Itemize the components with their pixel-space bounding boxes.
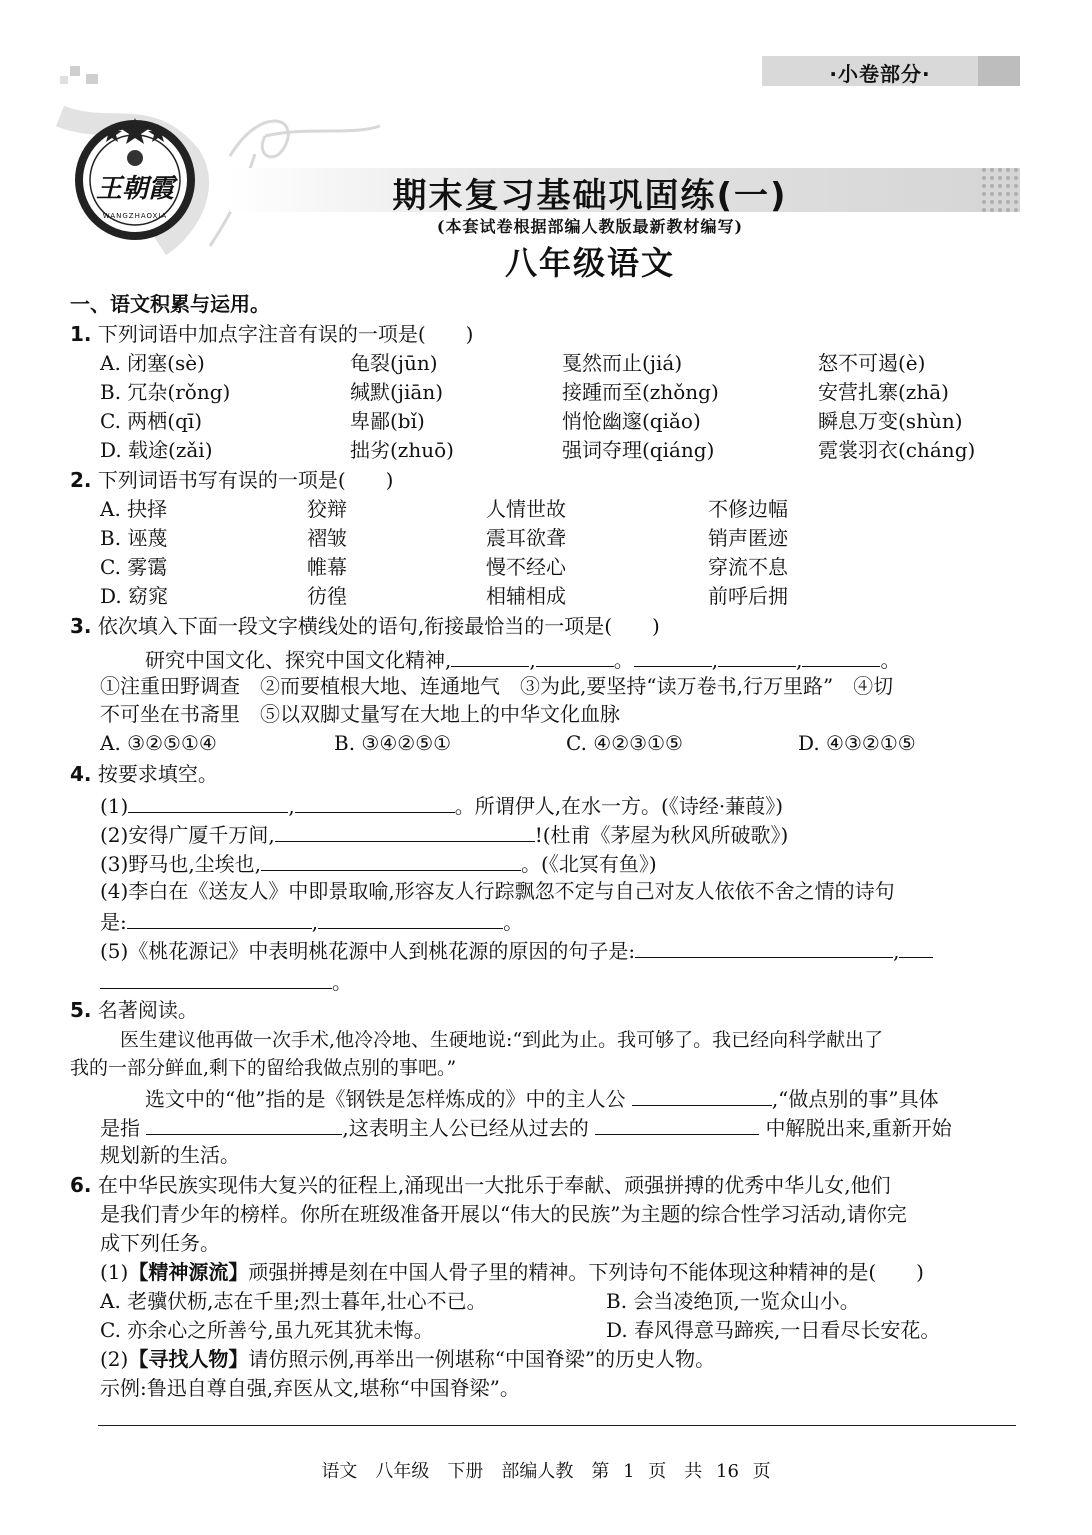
q2-option-0-2: 人情世故 [486, 497, 566, 521]
q2-option-2-3: 穿流不息 [708, 555, 788, 579]
question-5-quote-line2: 我的一部分鲜血,剩下的留给我做点别的事吧。” [70, 1057, 457, 1079]
q2-option-1-1: 褶皱 [307, 526, 347, 550]
q2-option-0-0: A. 抉择 [100, 497, 168, 521]
q2-option-3-0: D. 窈窕 [100, 584, 169, 608]
footer-rule [98, 1425, 1016, 1426]
question-4-line-2: (2)安得广厦千万间, !(杜甫《茅屋为秋风所破歌》) [100, 819, 788, 850]
question-6-option-b: B. 会当凌绝顶,一览众山小。 [606, 1289, 860, 1313]
q2-option-3-3: 前呼后拥 [708, 584, 788, 608]
question-6-sub-2: (2)【寻找人物】请仿照示例,再举出一例堪称“中国脊梁”的历史人物。 [100, 1347, 716, 1371]
question-4-line-4b: 是: , 。 [100, 906, 523, 937]
q1-option-0-3: 怒不可遏(è) [818, 351, 926, 375]
question-5-quote-line1: 医生建议他再做一次手术,他冷冷地、生硬地说:“到此为止。我可够了。我已经向科学献出了 [120, 1029, 884, 1051]
decor-square [70, 66, 80, 76]
q1-option-2-1: 卑鄙(bǐ) [350, 409, 425, 433]
page-footer: 语文 八年级 下册 部编人教 第 1 页 共 16 页 [321, 1461, 771, 1482]
q3-option-2: C. ④②③①⑤ [566, 731, 683, 755]
q1-option-1-2: 接踵而至(zhǒng) [562, 380, 719, 404]
q2-option-1-0: B. 诬蔑 [100, 526, 168, 550]
q2-option-0-1: 狡辩 [307, 497, 347, 521]
grade-subject: 八年级语文 [504, 244, 675, 282]
q1-option-2-2: 悄怆幽邃(qiǎo) [562, 409, 701, 433]
question-6-stem-line3: 成下列任务。 [100, 1231, 220, 1255]
q2-option-1-2: 震耳欲聋 [486, 526, 566, 550]
q1-option-3-2: 强词夺理(qiáng) [562, 438, 715, 462]
q1-option-1-0: B. 冗杂(rǒng) [100, 380, 231, 404]
question-1-stem: 1. 下列词语中加点字注音有误的一项是( ) [70, 322, 474, 346]
q1-option-2-0: C. 两栖(qī) [100, 409, 203, 433]
q1-option-1-3: 安营扎寨(zhā) [818, 380, 949, 404]
q1-option-3-3: 霓裳羽衣(cháng) [818, 438, 976, 462]
q3-option-0: A. ③②⑤①④ [100, 731, 217, 755]
q3-option-1: B. ③④②⑤① [334, 731, 452, 755]
question-6-option-a: A. 老骥伏枥,志在千里;烈士暮年,壮心不已。 [100, 1289, 487, 1313]
question-6-example: 示例:鲁迅自尊自强,弃医从文,堪称“中国脊梁”。 [100, 1376, 520, 1400]
question-6-option-c: C. 亦余心之所善兮,虽九死其犹未悔。 [100, 1318, 434, 1342]
q1-option-0-1: 龟裂(jūn) [350, 351, 438, 375]
question-3-sentences-line1: ①注重田野调查 ②而要植根大地、连通地气 ③为此,要坚持“读万卷书,行万里路” ④切 [100, 674, 894, 698]
q2-option-0-3: 不修边幅 [708, 497, 788, 521]
dot-pattern [980, 166, 1020, 214]
q1-option-3-0: D. 载途(zǎi) [100, 438, 213, 462]
question-4-line-5b: 。 [100, 966, 352, 997]
question-4-line-3: (3)野马也,尘埃也, 。(《北冥有鱼》) [100, 848, 657, 879]
question-4-line-5: (5)《桃花源记》中表明桃花源中人到桃花源的原因的句子是: , [100, 935, 933, 966]
question-3-stem: 3. 依次填入下面一段文字横线处的语句,衔接最恰当的一项是( ) [70, 614, 660, 638]
decor-square [86, 74, 98, 84]
question-6-sub-1: (1)【精神源流】顽强拼搏是刻在中国人骨子里的精神。下列诗句不能体现这种精神的是( ) [100, 1260, 924, 1284]
q3-option-3: D. ④③②①⑤ [798, 731, 916, 755]
question-6-stem-line2: 是我们青少年的榜样。你所在班级准备开展以“伟大的民族”为主题的综合性学习活动,请你完 [100, 1202, 907, 1226]
question-5-line-2: 是指 ,这表明主人公已经从过去的 中解脱出来,重新开始 [100, 1112, 952, 1143]
page-subtitle: (本套试卷根据部编人教版最新教材编写) [436, 217, 744, 236]
q2-option-3-1: 彷徨 [307, 584, 347, 608]
question-2-stem: 2. 下列词语书写有误的一项是( ) [70, 468, 394, 492]
question-4-line-1: (1) , 。所谓伊人,在水一方。(《诗经·蒹葭》) [100, 790, 783, 821]
q2-option-2-0: C. 雾霭 [100, 555, 168, 579]
decor-square [60, 76, 68, 84]
q1-option-2-3: 瞬息万变(shùn) [818, 409, 963, 433]
q1-option-0-0: A. 闭塞(sè) [100, 351, 205, 375]
q2-option-2-1: 帷幕 [307, 555, 347, 579]
section-tag: ·小卷部分· [829, 62, 931, 86]
q1-option-3-1: 拙劣(zhuō) [350, 438, 454, 462]
logo-name: 王朝霞 [95, 174, 174, 204]
question-6-stem-line1: 6. 在中华民族实现伟大复兴的征程上,涌现出一大批乐于奉献、顽强拼搏的优秀中华儿女,他们 [70, 1173, 891, 1197]
logo-ring-text: WANGZHAOXIA [102, 212, 168, 220]
question-5-line-1: 选文中的“他”指的是《钢铁是怎样炼成的》中的主人公 ,“做点别的事”具体 [145, 1083, 939, 1114]
q2-option-1-3: 销声匿迹 [708, 526, 788, 550]
question-3-passage: 研究中国文化、探究中国文化精神, , 。 , , 。 [145, 644, 900, 675]
section-heading: 一、语文积累与运用。 [70, 292, 270, 316]
q1-option-0-2: 戛然而止(jiá) [562, 351, 683, 375]
question-6-option-d: D. 春风得意马蹄疾,一日看尽长安花。 [606, 1318, 941, 1342]
question-4-stem: 4. 按要求填空。 [70, 762, 218, 786]
question-3-sentences-line2: 不可坐在书斋里 ⑤以双脚丈量写在大地上的中华文化血脉 [100, 702, 620, 726]
page-title: 期末复习基础巩固练(一) [392, 176, 788, 216]
question-5-stem: 5. 名著阅读。 [70, 998, 198, 1022]
publisher-logo [70, 112, 200, 242]
q2-option-2-2: 慢不经心 [486, 555, 566, 579]
q1-option-1-1: 缄默(jiān) [350, 380, 444, 404]
q2-option-3-2: 相辅相成 [486, 584, 566, 608]
question-4-line-4: (4)李白在《送友人》中即景取喻,形容友人行踪飘忽不定与自己对友人依依不舍之情的诗句 [100, 879, 895, 903]
question-5-line-3: 规划新的生活。 [100, 1143, 240, 1167]
